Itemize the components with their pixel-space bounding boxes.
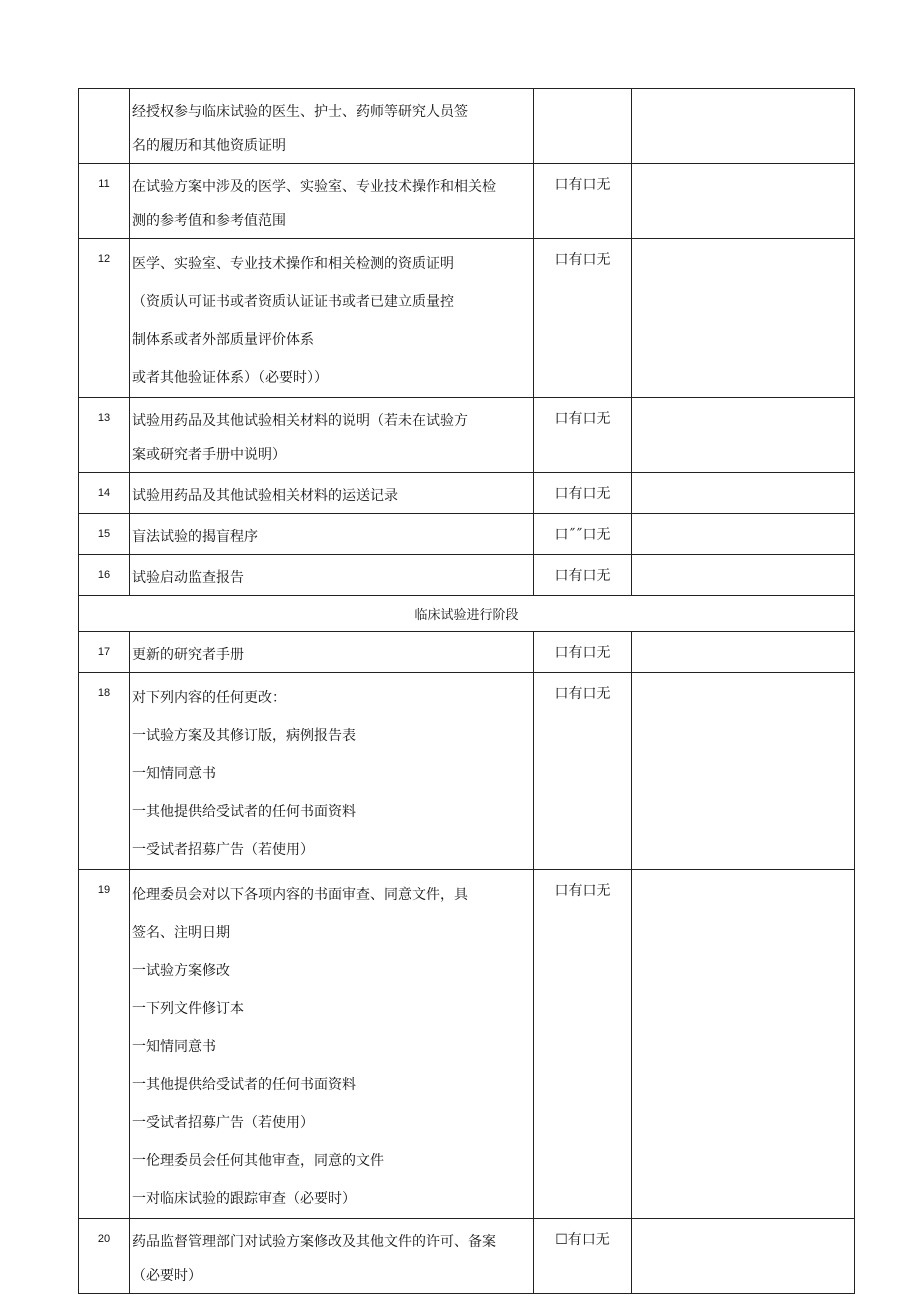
- item-line: 测的参考值和参考值范围: [132, 213, 286, 229]
- item-line: 一对临床试验的跟踪审查（必要时）: [132, 1191, 356, 1207]
- row-checkbox-options: 口有口无: [534, 164, 632, 239]
- table-row: [79, 870, 855, 1219]
- row-checkbox-options: 口有口无: [534, 239, 632, 398]
- table-body-ongoing: [79, 632, 855, 1294]
- row-number: 11: [79, 164, 130, 239]
- table-row: [79, 473, 855, 514]
- table-row: [79, 673, 855, 870]
- row-checkbox-options: 口有口无: [534, 870, 632, 1219]
- row-checkbox-options: 口˝˝口无: [534, 514, 632, 555]
- row-notes: [632, 673, 855, 870]
- row-checkbox-options: ☐有口无: [534, 1219, 632, 1294]
- table-row: [79, 239, 855, 398]
- item-line: （资质认可证书或者资质认证证书或者已建立质量控: [132, 294, 454, 310]
- row-notes: [632, 555, 855, 596]
- table-row: [79, 89, 855, 164]
- table-body-section: [79, 596, 855, 632]
- row-checkbox-options: 口有口无: [534, 398, 632, 473]
- item-line: 对下列内容的任何更改：: [132, 690, 286, 706]
- item-line: 盲法试验的揭盲程序: [132, 529, 258, 545]
- item-line: 签名、注明日期: [132, 925, 230, 941]
- row-item: [130, 239, 534, 398]
- row-number: 19: [79, 870, 130, 1219]
- item-line: 药品监督管理部门对试验方案修改及其他文件的许可、备案: [132, 1234, 496, 1250]
- row-notes: [632, 1219, 855, 1294]
- row-number: [79, 89, 130, 164]
- row-item: [130, 514, 534, 555]
- table-row: [79, 1219, 855, 1294]
- item-line: 一其他提供给受试者的任何书面资料: [132, 804, 356, 820]
- item-line: 案或研究者手册中说明）: [132, 447, 286, 463]
- row-checkbox-options: [534, 89, 632, 164]
- row-notes: [632, 514, 855, 555]
- item-line: 一受试者招募广告（若使用）: [132, 1115, 314, 1131]
- item-line: 伦理委员会对以下各项内容的书面审查、同意文件，具: [132, 887, 468, 903]
- row-checkbox-options: 口有口无: [534, 555, 632, 596]
- row-notes: [632, 164, 855, 239]
- row-number: 17: [79, 632, 130, 673]
- row-notes: [632, 239, 855, 398]
- item-line: 一知情同意书: [132, 1039, 216, 1055]
- item-line: 更新的研究者手册: [132, 647, 244, 663]
- item-line: 制体系或者外部质量评价体系: [132, 332, 314, 348]
- item-line: 试验用药品及其他试验相关材料的运送记录: [132, 488, 398, 504]
- row-item: [130, 1219, 534, 1294]
- table-row: [79, 555, 855, 596]
- item-line: 一试验方案修改: [132, 963, 230, 979]
- row-checkbox-options: 口有口无: [534, 673, 632, 870]
- item-line: 经授权参与临床试验的医生、护士、药师等研究人员签: [132, 104, 468, 120]
- row-item: [130, 473, 534, 514]
- row-notes: [632, 89, 855, 164]
- item-line: 一知情同意书: [132, 766, 216, 782]
- item-line: 名的履历和其他资质证明: [132, 138, 286, 154]
- item-line: 或者其他验证体系）（必要时））: [132, 370, 328, 386]
- row-notes: [632, 870, 855, 1219]
- row-notes: [632, 632, 855, 673]
- row-checkbox-options: 口有口无: [534, 473, 632, 514]
- row-number: 13: [79, 398, 130, 473]
- row-number: 14: [79, 473, 130, 514]
- row-item: [130, 673, 534, 870]
- item-line: 医学、实验室、专业技术操作和相关检测的资质证明: [132, 256, 454, 272]
- item-line: 一受试者招募广告（若使用）: [132, 842, 314, 858]
- item-line: 试验启动监查报告: [132, 570, 244, 586]
- item-line: 在试验方案中涉及的医学、实验室、专业技术操作和相关检: [132, 179, 496, 195]
- row-item: [130, 870, 534, 1219]
- item-line: 一下列文件修订本: [132, 1001, 244, 1017]
- section-title: 临床试验进行阶段: [79, 596, 855, 632]
- row-number: 18: [79, 673, 130, 870]
- row-notes: [632, 398, 855, 473]
- checklist-table: [78, 88, 855, 1294]
- row-checkbox-options: 口有口无: [534, 632, 632, 673]
- row-number: 15: [79, 514, 130, 555]
- item-line: 一伦理委员会任何其他审查，同意的文件: [132, 1153, 384, 1169]
- item-line: （必要时）: [132, 1268, 202, 1284]
- row-number: 20: [79, 1219, 130, 1294]
- table-body-startup: [79, 89, 855, 596]
- item-line: 一其他提供给受试者的任何书面资料: [132, 1077, 356, 1093]
- row-item: [130, 555, 534, 596]
- table-row: [79, 398, 855, 473]
- table-row: [79, 514, 855, 555]
- row-item: [130, 632, 534, 673]
- table-row: [79, 164, 855, 239]
- section-header-row: [79, 596, 855, 632]
- item-line: 一试验方案及其修订版，病例报告表: [132, 728, 356, 744]
- row-number: 12: [79, 239, 130, 398]
- table-row: [79, 632, 855, 673]
- row-number: 16: [79, 555, 130, 596]
- row-item: [130, 164, 534, 239]
- row-item: [130, 89, 534, 164]
- item-line: 试验用药品及其他试验相关材料的说明（若未在试验方: [132, 413, 468, 429]
- row-item: [130, 398, 534, 473]
- row-notes: [632, 473, 855, 514]
